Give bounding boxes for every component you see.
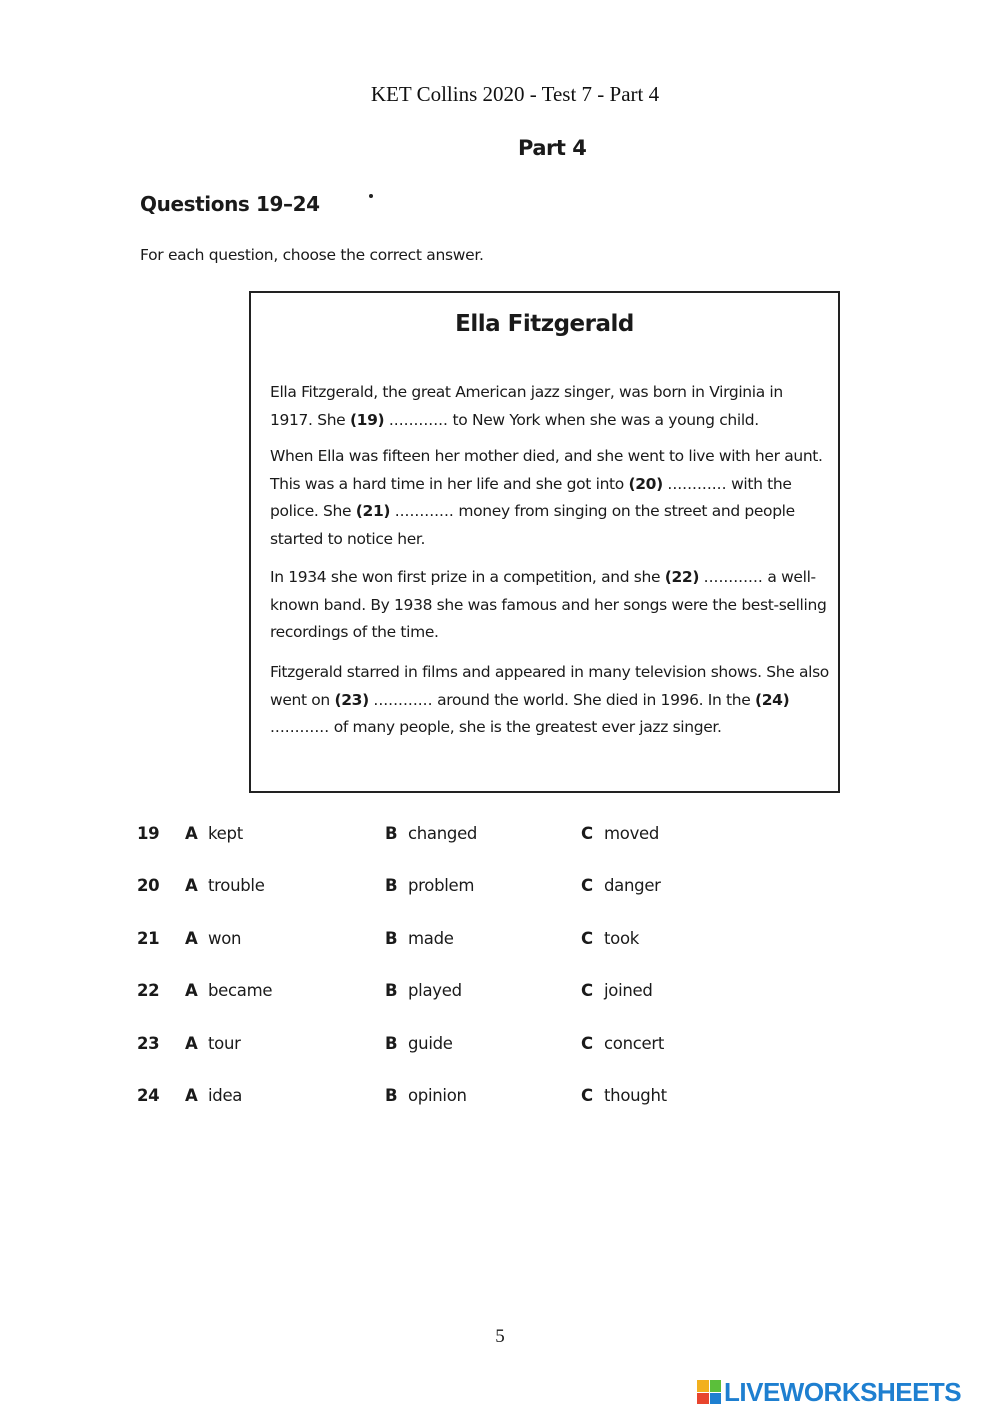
option-c[interactable]: joined bbox=[604, 981, 653, 1000]
passage-paragraph-2 bbox=[270, 443, 830, 553]
gap-number-22: (22) bbox=[664, 568, 700, 586]
option-a[interactable]: trouble bbox=[208, 876, 265, 895]
option-a[interactable]: won bbox=[208, 929, 242, 948]
questions-title: Questions 19–24 bbox=[140, 192, 320, 216]
option-letter-b: B bbox=[385, 824, 398, 843]
option-b[interactable]: opinion bbox=[408, 1086, 467, 1105]
gap-number-19: (19) bbox=[349, 410, 385, 429]
passage-paragraph-4 bbox=[270, 659, 830, 742]
option-c[interactable]: danger bbox=[604, 876, 661, 895]
option-row-19 bbox=[0, 824, 1000, 854]
gap-number-21: (21) bbox=[355, 502, 391, 520]
passage-paragraph-1 bbox=[270, 379, 830, 434]
question-number: 21 bbox=[137, 929, 160, 948]
question-number: 20 bbox=[137, 876, 160, 895]
passage-text: of many people, she is the greatest ever jazz singer. bbox=[329, 718, 722, 736]
passage-text: Ella Fitzgerald, the great American jazz singer, was born in Virginia in 1917. She bbox=[270, 383, 783, 429]
option-letter-c: C bbox=[581, 1086, 593, 1105]
option-a[interactable]: tour bbox=[208, 1034, 241, 1053]
option-a[interactable]: idea bbox=[208, 1086, 243, 1105]
option-letter-b: B bbox=[385, 1086, 398, 1105]
option-letter-b: B bbox=[385, 1034, 398, 1053]
option-c[interactable]: moved bbox=[604, 824, 660, 843]
gap-24: ............ bbox=[270, 718, 330, 736]
gap-number-20: (20) bbox=[628, 474, 663, 493]
option-letter-b: B bbox=[385, 876, 398, 895]
option-letter-c: C bbox=[581, 981, 593, 1000]
passage-text: around the world. She died in 1996. In the bbox=[432, 690, 755, 709]
passage-text: When Ella was fifteen her mother died, and she went to live with her aunt. This was a hard time in her life and she got into bbox=[270, 447, 823, 493]
gap-21: ............ bbox=[394, 502, 454, 520]
option-row-24 bbox=[0, 1086, 1000, 1116]
gap-23: ............ bbox=[373, 690, 433, 709]
passage-text: money from singing on the street and people started to notice her. bbox=[270, 502, 795, 548]
gap-number-24: (24) bbox=[755, 690, 790, 709]
option-letter-a: A bbox=[185, 876, 198, 895]
gap-22: ............ bbox=[703, 568, 763, 586]
option-a[interactable]: kept bbox=[208, 824, 243, 843]
instruction-text: For each question, choose the correct answer. bbox=[140, 246, 484, 264]
stray-dot bbox=[369, 194, 373, 198]
option-letter-b: B bbox=[385, 981, 398, 1000]
option-c[interactable]: took bbox=[604, 929, 640, 948]
passage-text: In 1934 she won first prize in a competition, and she bbox=[270, 568, 665, 586]
option-row-21 bbox=[0, 929, 1000, 959]
logo-text: LIVEWORKSHEETS bbox=[724, 1376, 962, 1407]
passage-text: with the police. She bbox=[270, 474, 792, 520]
page-number: 5 bbox=[495, 1326, 505, 1347]
option-row-20 bbox=[0, 876, 1000, 906]
option-letter-a: A bbox=[185, 1086, 198, 1105]
passage-text: a well-known band. By 1938 she was famous and her songs were the best-selling recordings of the time. bbox=[270, 568, 827, 641]
option-letter-a: A bbox=[185, 929, 198, 948]
option-letter-c: C bbox=[581, 876, 593, 895]
liveworksheets-icon bbox=[697, 1380, 721, 1404]
option-letter-b: B bbox=[385, 929, 398, 948]
option-b[interactable]: changed bbox=[408, 824, 478, 843]
option-letter-a: A bbox=[185, 1034, 198, 1053]
question-number: 22 bbox=[137, 981, 160, 1000]
passage-text: Fitzgerald starred in films and appeared in many television shows. She also went on bbox=[270, 663, 829, 709]
passage-paragraph-3 bbox=[270, 564, 830, 647]
gap-19: ............ bbox=[388, 410, 448, 429]
option-b[interactable]: problem bbox=[408, 876, 475, 895]
option-row-22 bbox=[0, 981, 1000, 1011]
option-letter-c: C bbox=[581, 1034, 593, 1053]
option-c[interactable]: thought bbox=[604, 1086, 667, 1105]
gap-20: ............ bbox=[667, 474, 727, 493]
passage-box bbox=[249, 291, 840, 793]
gap-number-23: (23) bbox=[334, 690, 369, 709]
option-letter-c: C bbox=[581, 929, 593, 948]
passage-title: Ella Fitzgerald bbox=[455, 311, 634, 337]
document-header: KET Collins 2020 - Test 7 - Part 4 bbox=[370, 82, 660, 106]
option-c[interactable]: concert bbox=[604, 1034, 665, 1053]
question-number: 24 bbox=[137, 1086, 160, 1105]
question-number: 23 bbox=[137, 1034, 160, 1053]
part-title: Part 4 bbox=[518, 136, 587, 160]
question-number: 19 bbox=[137, 824, 160, 843]
option-letter-c: C bbox=[581, 824, 593, 843]
option-b[interactable]: made bbox=[408, 929, 454, 948]
option-row-23 bbox=[0, 1034, 1000, 1064]
option-a[interactable]: became bbox=[208, 981, 273, 1000]
option-letter-a: A bbox=[185, 824, 198, 843]
option-b[interactable]: guide bbox=[408, 1034, 453, 1053]
passage-text: to New York when she was a young child. bbox=[447, 410, 759, 429]
option-b[interactable]: played bbox=[408, 981, 462, 1000]
liveworksheets-logo[interactable] bbox=[697, 1378, 961, 1406]
option-letter-a: A bbox=[185, 981, 198, 1000]
